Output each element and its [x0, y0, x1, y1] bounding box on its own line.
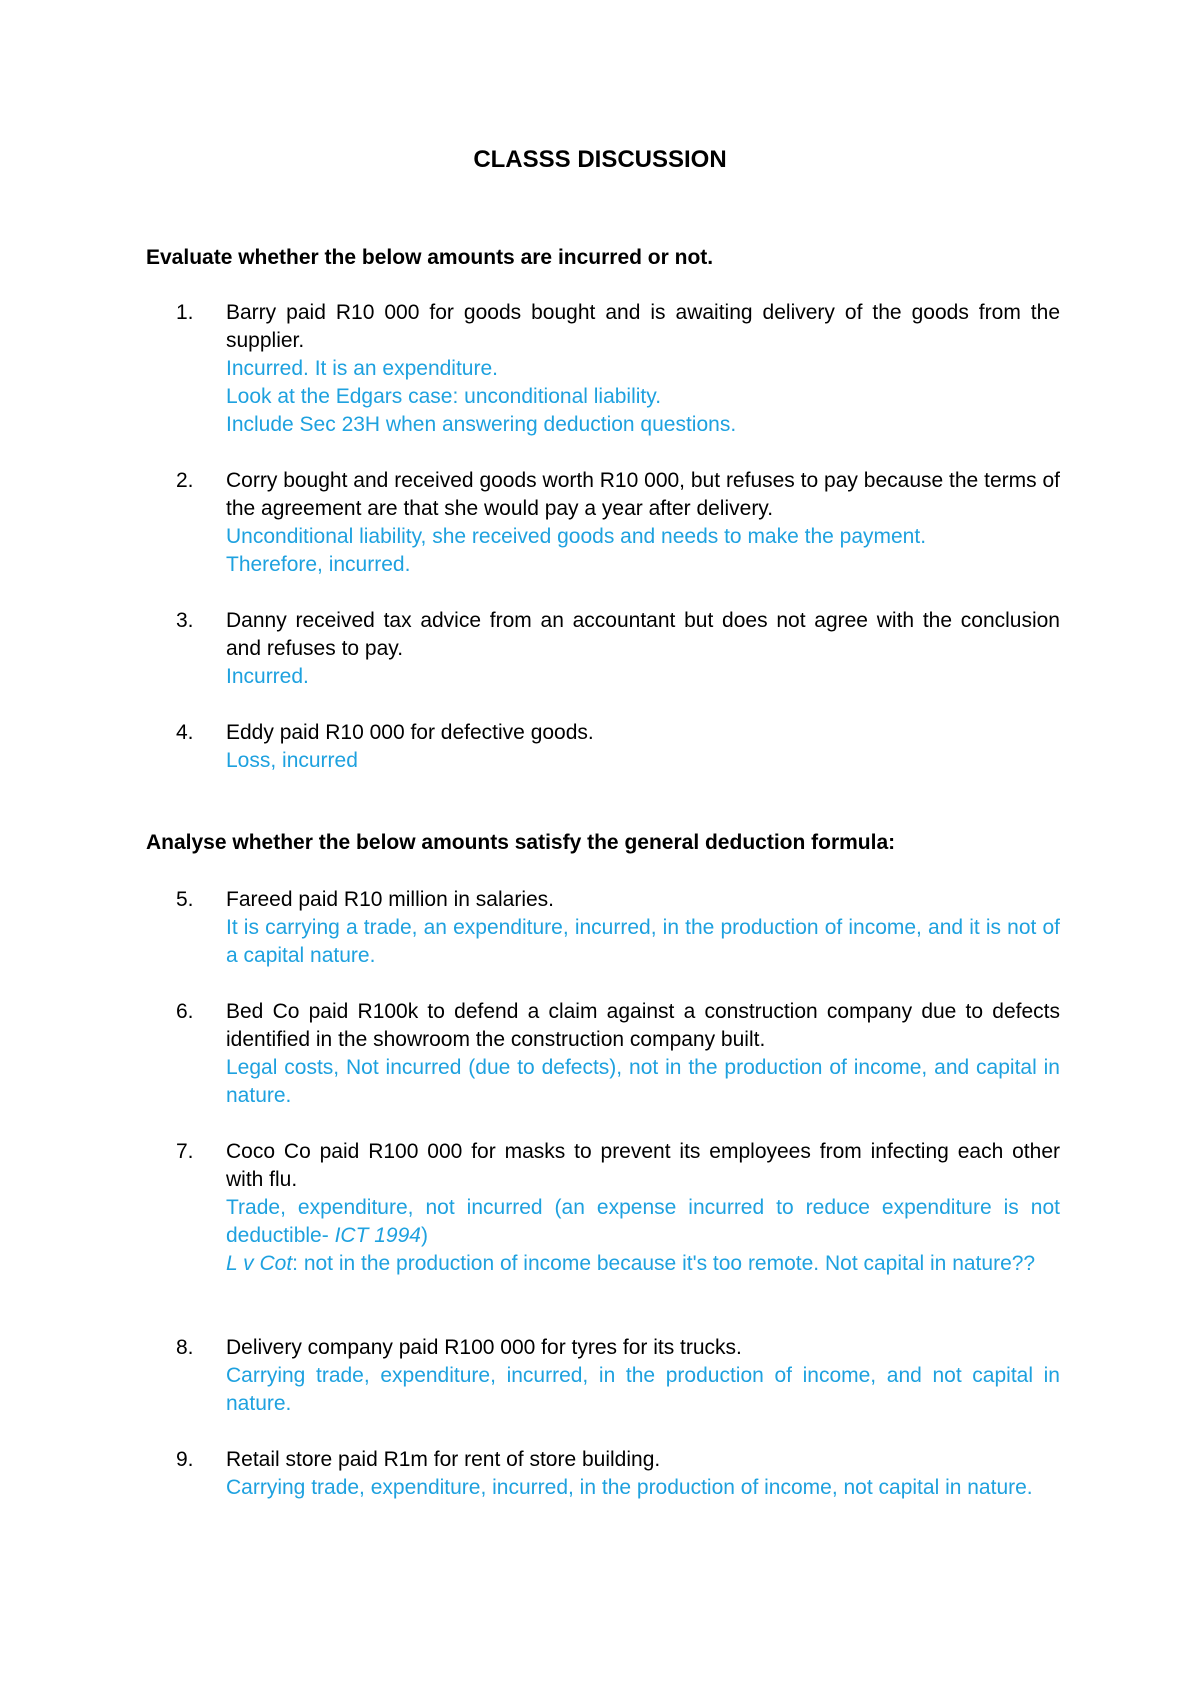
answer-text: Look at the Edgars case: unconditional liability.: [226, 385, 662, 408]
question-text: Retail store paid R1m for rent of store building.: [226, 1448, 661, 1471]
answer-text: [226, 1250, 1060, 1278]
item-number: 3.: [176, 609, 194, 632]
item-number: 2.: [176, 469, 194, 492]
question-text: Corry bought and received goods worth R10 000, but refuses to pay because the terms of the agreement are that she would pay a year after delivery.: [226, 469, 1060, 520]
answer-text: [226, 1194, 1060, 1250]
answer-text: Carrying trade, expenditure, incurred, in the production of income, not capital in nature.: [226, 1476, 1033, 1499]
answer-text: It is carrying a trade, an expenditure, incurred, in the production of income, and it is not of a capital nature.: [226, 916, 1060, 967]
answer-text: Incurred.: [226, 665, 309, 688]
question-text: Danny received tax advice from an accountant but does not agree with the conclusion and refuses to pay.: [226, 609, 1060, 660]
question-text: Fareed paid R10 million in salaries.: [226, 888, 554, 911]
answer-text: Loss, incurred: [226, 749, 358, 772]
item-number: 9.: [176, 1448, 194, 1471]
answer-text-part: Trade, expenditure, not incurred (an expense incurred to reduce expenditure is not deductible-: [226, 1196, 1060, 1247]
case-citation: L v Cot: [226, 1252, 293, 1275]
case-citation: ICT 1994: [334, 1224, 421, 1247]
answer-text-part: : not in the production of income because it's too remote. Not capital in nature??: [292, 1252, 1036, 1275]
item-number: 8.: [176, 1336, 194, 1359]
question-text: Barry paid R10 000 for goods bought and is awaiting delivery of the goods from the supplier.: [226, 301, 1060, 352]
item-number: 1.: [176, 301, 194, 324]
section-heading-incurred: Evaluate whether the below amounts are incurred or not.: [146, 246, 714, 269]
question-text: Delivery company paid R100 000 for tyres for its trucks.: [226, 1336, 742, 1359]
item-number: 4.: [176, 721, 194, 744]
answer-text: Carrying trade, expenditure, incurred, in the production of income, and not capital in nature.: [226, 1364, 1060, 1415]
answer-text: Incurred. It is an expenditure.: [226, 357, 498, 380]
answer-text: Unconditional liability, she received goods and needs to make the payment.: [226, 525, 927, 548]
answer-text: Legal costs, Not incurred (due to defects), not in the production of income, and capital in nature.: [226, 1056, 1060, 1107]
answer-text: Include Sec 23H when answering deduction questions.: [226, 413, 737, 436]
page-title: CLASSS DISCUSSION: [473, 146, 727, 173]
question-text: Eddy paid R10 000 for defective goods.: [226, 721, 594, 744]
question-text: Coco Co paid R100 000 for masks to prevent its employees from infecting each other with flu.: [226, 1140, 1060, 1191]
item-number: 7.: [176, 1140, 194, 1163]
item-number: 5.: [176, 888, 194, 911]
section-heading-general-deduction: Analyse whether the below amounts satisfy the general deduction formula:: [146, 831, 896, 854]
answer-text: Therefore, incurred.: [226, 553, 411, 576]
item-number: 6.: [176, 1000, 194, 1023]
question-text: Bed Co paid R100k to defend a claim against a construction company due to defects identified in the showroom the construction company built.: [226, 1000, 1060, 1051]
answer-text-part: ): [420, 1224, 428, 1247]
